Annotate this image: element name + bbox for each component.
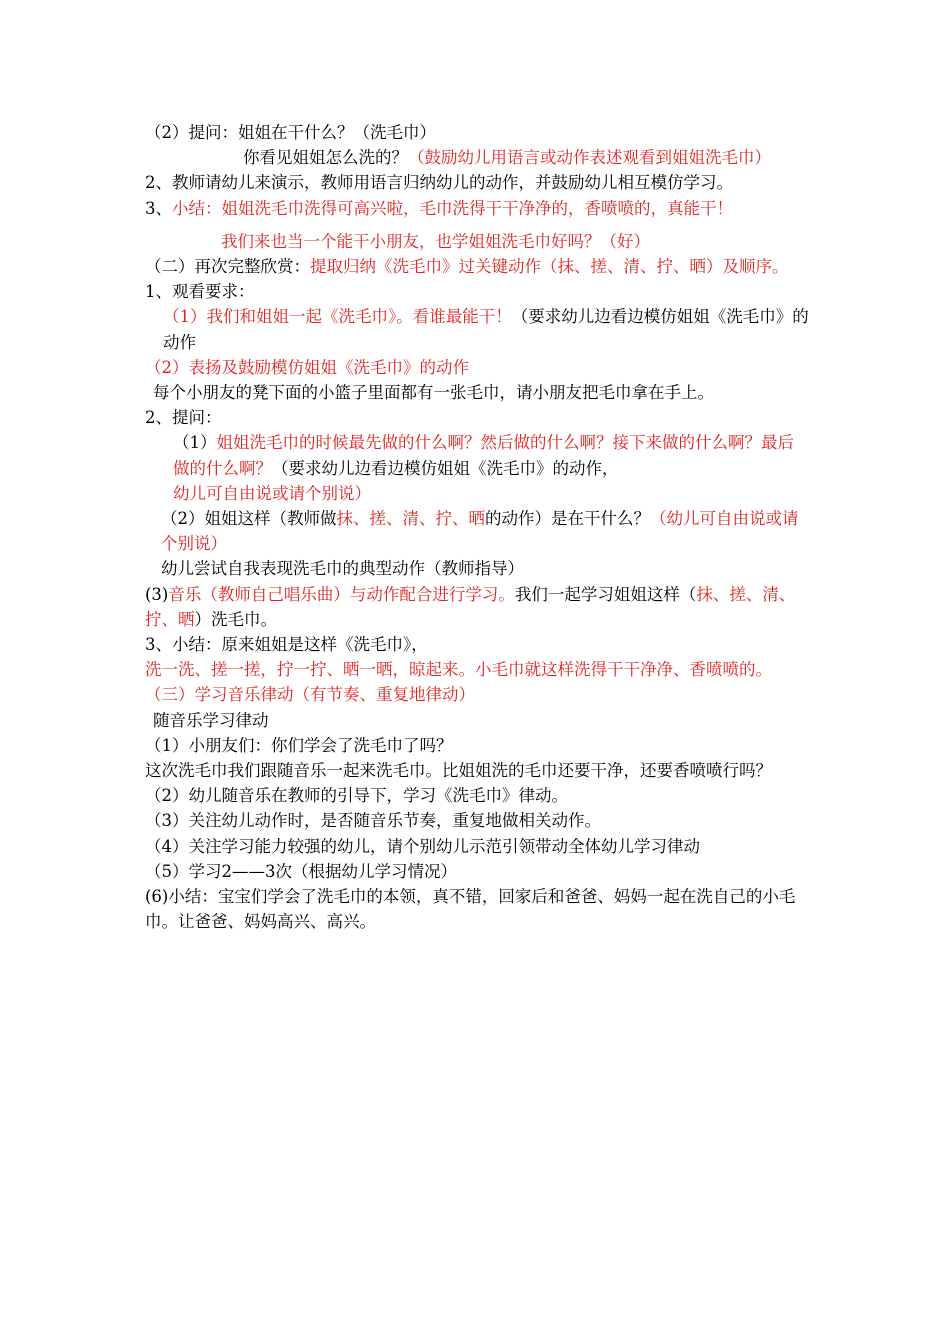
paragraph-rhythm-2: （2）幼儿随音乐在教师的引导下，学习《洗毛巾》律动。 [145, 786, 568, 806]
paragraph-question-order: （1）姐姐洗毛巾的时候最先做的什么啊？然后做的什么啊？接下来做的什么啊？最后做的什么啊？（要求幼儿边看边模仿姐姐《洗毛巾》的动作，幼儿可自由说或请个别说） [173, 433, 794, 503]
paragraph-wash-steps: 洗一洗、搓一搓，拧一拧、晒一晒，晾起来。小毛巾就这样洗得干干净净、香喷喷的。 [145, 660, 772, 680]
paragraph-questions-heading: 2、提问： [145, 408, 222, 428]
paragraph-rhythm-1: （1）小朋友们：你们学会了洗毛巾了吗？ [145, 735, 453, 755]
section-heading-3: （三）学习音乐律动（有节奏、重复地律动） [145, 685, 475, 705]
document-body [145, 120, 810, 935]
paragraph-self-expression: 幼儿尝试自我表现洗毛巾的典型动作（教师指导） [161, 559, 524, 579]
paragraph-requirement-1: （1）我们和姐姐一起《洗毛巾》。看谁最能干！（要求幼儿边看边模仿姐姐《洗毛巾》的动作 [163, 307, 809, 352]
paragraph-summary-1: 3、小结：姐姐洗毛巾洗得可高兴啦，毛巾洗得干干净净的，香喷喷的，真能干！ [145, 198, 733, 218]
paragraph-question-1: （2）提问：姐姐在干什么？（洗毛巾） [145, 123, 436, 142]
paragraph-towel-instruction: 每个小朋友的凳下面的小篮子里面都有一张毛巾，请小朋友把毛巾拿在手上。 [153, 383, 714, 403]
section-heading-2: （二）再次完整欣赏：提取归纳《洗毛巾》过关键动作（抹、搓、清、拧、晒）及顺序。 [145, 257, 789, 277]
paragraph-teacher-demo: 2、教师请幼儿来演示，教师用语言归纳幼儿的动作，并鼓励幼儿相互模仿学习。 [145, 173, 733, 193]
paragraph-music-practice: (3)音乐（教师自己唱乐曲）与动作配合进行学习。我们一起学习姐姐这样（抹、搓、清、拧、晒）洗毛巾。 [145, 584, 796, 629]
paragraph-summary-2: 3、小结：原来姐姐是这样《洗毛巾》， [145, 635, 428, 655]
paragraph-question-action: （2）姐姐这样（教师做抹、搓、清、拧、晒的动作）是在干什么？（幼儿可自由说或请个别说） [161, 509, 799, 554]
paragraph-invite: 我们来也当一个能干小朋友，也学姐姐洗毛巾好吗？（好） [221, 231, 650, 251]
paragraph-rhythm-5: （5）学习2——3次（根据幼儿学习情况） [145, 861, 457, 881]
paragraph-rhythm-4: （4）关注学习能力较强的幼儿，请个别幼儿示范引领带动全体幼儿学习律动 [145, 836, 700, 856]
paragraph-requirement-2: （2）表扬及鼓励模仿姐姐《洗毛巾》的动作 [145, 357, 469, 377]
paragraph-rhythm-3: （3）关注幼儿动作时，是否随音乐节奏，重复地做相关动作。 [145, 811, 601, 831]
paragraph-question-how: 你看见姐姐怎么洗的？（鼓励幼儿用语言或动作表述观看到姐姐洗毛巾） [243, 148, 771, 168]
paragraph-final-summary: (6)小结：宝宝们学会了洗毛巾的本领，真不错，回家后和爸爸、妈妈一起在洗自己的小毛巾。让爸爸、妈妈高兴、高兴。 [145, 887, 796, 932]
paragraph-rhythm-desc: 这次洗毛巾我们跟随音乐一起来洗毛巾。比姐姐洗的毛巾还要干净，还要香喷喷行吗？ [145, 761, 772, 781]
paragraph-watch-requirements: 1、观看要求： [145, 282, 255, 302]
paragraph-rhythm-intro: 随音乐学习律动 [153, 710, 269, 730]
